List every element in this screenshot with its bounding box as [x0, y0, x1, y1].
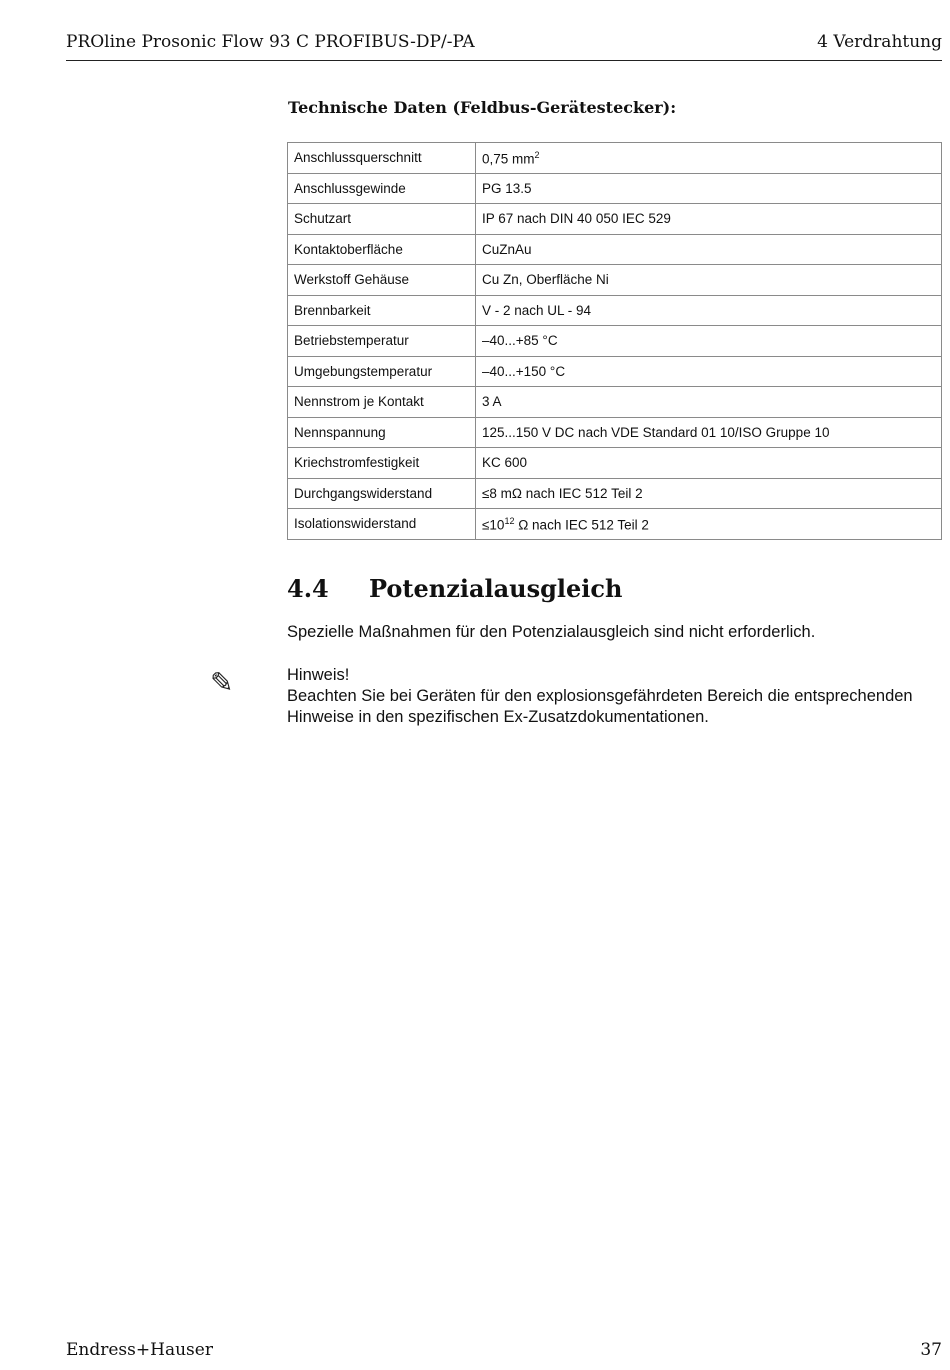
spec-label: Nennspannung	[288, 417, 476, 448]
spec-label: Brennbarkeit	[288, 295, 476, 326]
spec-label: Anschlussgewinde	[288, 173, 476, 204]
spec-value: ≤8 mΩ nach IEC 512 Teil 2	[476, 478, 942, 509]
table-row	[288, 173, 942, 204]
document-title: PROline Prosonic Flow 93 C PROFIBUS-DP/-PA	[66, 32, 475, 52]
note-title: Hinweis!	[287, 666, 350, 684]
table-row	[288, 448, 942, 479]
section-paragraph: Spezielle Maßnahmen für den Potenzialausgleich sind nicht erforderlich.	[287, 623, 816, 641]
spec-label: Kriechstromfestigkeit	[288, 448, 476, 479]
note-block	[287, 665, 947, 728]
table-row	[288, 143, 942, 174]
table-row	[288, 356, 942, 387]
spec-value: CuZnAu	[476, 234, 942, 265]
spec-value: Cu Zn, Oberfläche Ni	[476, 265, 942, 296]
technical-data-table	[287, 142, 942, 540]
table-row	[288, 204, 942, 235]
table-row	[288, 417, 942, 448]
section-heading	[287, 574, 623, 603]
spec-label: Werkstoff Gehäuse	[288, 265, 476, 296]
spec-label: Betriebstemperatur	[288, 326, 476, 357]
spec-value: 0,75 $mm^2$	[476, 143, 942, 174]
spec-label: Schutzart	[288, 204, 476, 235]
page-header	[66, 30, 942, 61]
page-number: 37	[920, 1340, 942, 1360]
spec-value: 125...150 V DC nach VDE Standard 01 10/ISO Gruppe 10	[476, 417, 942, 448]
table-title: Technische Daten (Feldbus-Gerätestecker):	[288, 98, 677, 117]
spec-label: Durchgangswiderstand	[288, 478, 476, 509]
spec-value: PG 13.5	[476, 173, 942, 204]
spec-value: $\le 10^{12}$ Ω nach IEC 512 Teil 2	[476, 509, 942, 540]
table-row	[288, 326, 942, 357]
footer-brand: Endress+Hauser	[66, 1340, 213, 1360]
table-row	[288, 265, 942, 296]
spec-value: IP 67 nach DIN 40 050 IEC 529	[476, 204, 942, 235]
table-row	[288, 478, 942, 509]
spec-value: 3 A	[476, 387, 942, 418]
section-number: 4.4	[287, 574, 329, 603]
spec-value: –40...+150 °C	[476, 356, 942, 387]
spec-value: V - 2 nach UL - 94	[476, 295, 942, 326]
spec-label: Anschlussquerschnitt	[288, 143, 476, 174]
spec-label: Nennstrom je Kontakt	[288, 387, 476, 418]
table-row	[288, 295, 942, 326]
table-row	[288, 509, 942, 540]
section-title: Potenzialausgleich	[369, 574, 623, 603]
spec-label: Kontaktoberfläche	[288, 234, 476, 265]
note-text: Beachten Sie bei Geräten für den explosionsgefährdeten Bereich die entsprechenden Hinweise in den spezifischen Ex-Zusatzdokumentationen.	[287, 687, 913, 726]
spec-label: Isolationswiderstand	[288, 509, 476, 540]
spec-value: KC 600	[476, 448, 942, 479]
table-row	[288, 234, 942, 265]
pencil-icon: ✎	[210, 666, 234, 699]
spec-value: –40...+85 °C	[476, 326, 942, 357]
spec-label: Umgebungstemperatur	[288, 356, 476, 387]
chapter-title: 4 Verdrahtung	[817, 32, 942, 52]
table-row	[288, 387, 942, 418]
